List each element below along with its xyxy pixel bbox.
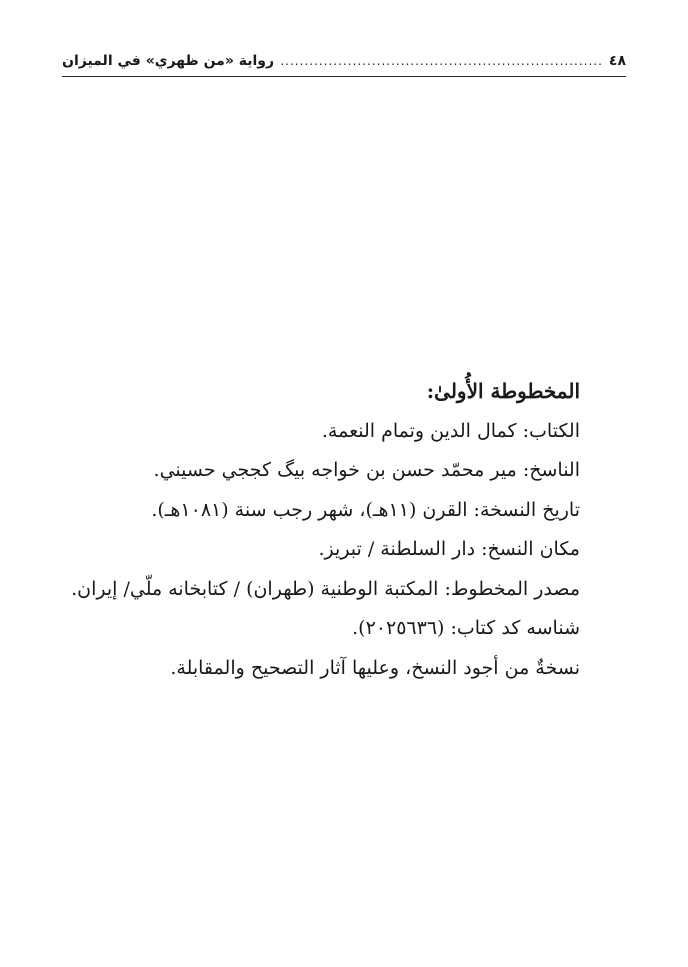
manuscript-source-line: مصدر المخطوط: المكتبة الوطنية (طهران) / كتابخانه ملّي/ إيران. [71, 577, 580, 600]
header-leader-dots [280, 54, 603, 68]
running-header [62, 48, 626, 74]
quality-note-line: نسخةٌ من أجود النسخ، وعليها آثار التصحيح والمقابلة. [170, 656, 580, 679]
manuscript-description [70, 372, 580, 688]
page-number: ٤٨ [608, 53, 626, 69]
copy-place-line: مكان النسخ: دار السلطنة / تبريز. [318, 538, 580, 560]
book-title-line: الكتاب: كمال الدين وتمام النعمة. [321, 419, 580, 442]
book-id-line: شناسه كد كتاب: (٢٠٢٥٦٣٦). [352, 617, 580, 639]
copy-date-line: تاريخ النسخة: القرن (١١هـ)، شهر رجب سنة (١٠٨١هـ). [151, 498, 580, 521]
header-rule [62, 76, 626, 77]
copyist-line: الناسخ: مير محمّد حسن بن خواجه بيگ كججي حسيني. [153, 459, 580, 481]
running-title: رواية «من ظهري» في الميزان [62, 53, 275, 69]
manuscript-heading: المخطوطة الأُولىٰ: [426, 379, 580, 403]
